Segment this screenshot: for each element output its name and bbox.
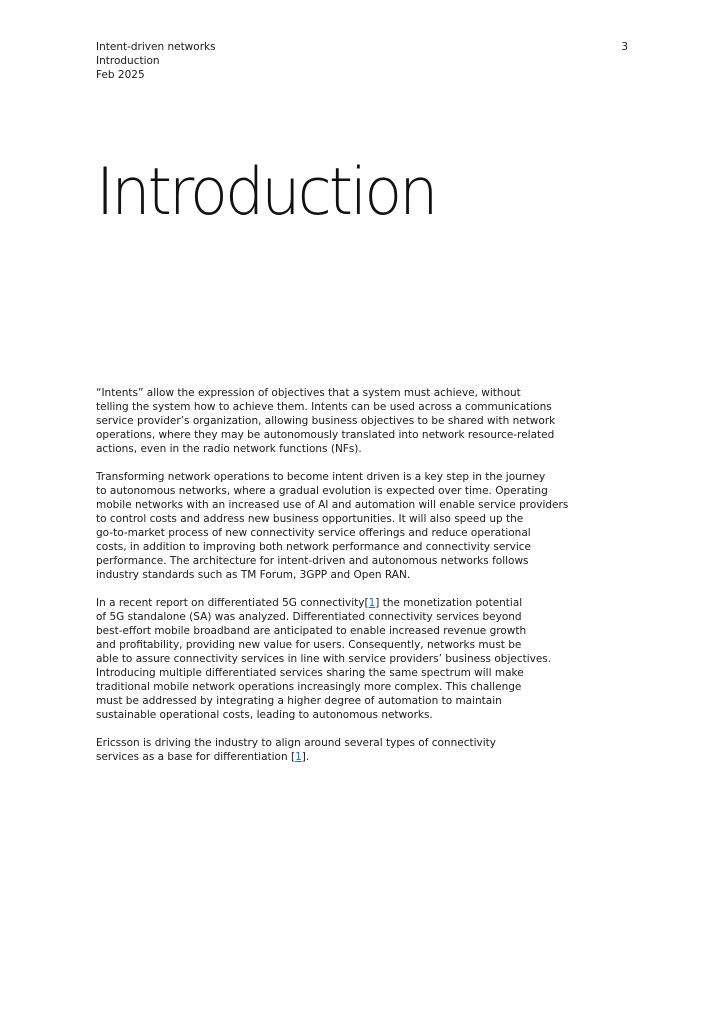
text-line: actions, even in the radio network functions (NFs). [96,443,362,455]
text-line: service provider’s organization, allowing business objectives to be shared with network [96,415,556,427]
text-line: and profitability, providing new value for users. Consequently, networks must be [96,639,522,651]
paragraph-intents [96,386,576,456]
text-line: operations, where they may be autonomously translated into network resource-related [96,429,555,441]
header-section: Introduction [96,55,160,67]
text-line: telling the system how to achieve them. Intents can be used across a communications [96,401,552,413]
text-line: Ericsson is driving the industry to align around several types of connectivity [96,737,496,749]
text-line: to autonomous networks, where a gradual evolution is expected over time. Operating [96,485,548,497]
text-line: mobile networks with an increased use of AI and automation will enable service providers [96,499,569,511]
text-segment: In a recent report on differentiated 5G connectivity[ [96,597,369,609]
text-line: go-to-market process of new connectivity service offerings and reduce operational [96,527,531,539]
page-number: 3 [621,41,628,53]
text-line: costs, in addition to improving both network performance and connectivity service [96,541,531,553]
text-line: performance. The architecture for intent-driven and autonomous networks follows [96,555,529,567]
reference-link-1[interactable]: 1 [368,597,376,609]
text-segment: ]. [301,751,310,763]
text-line: sustainable operational costs, leading to autonomous networks. [96,709,433,721]
text-line: must be addressed by integrating a higher degree of automation to maintain [96,695,502,707]
header-date: Feb 2025 [96,69,145,81]
text-line [96,750,576,764]
text-line: industry standards such as TM Forum, 3GPP and Open RAN. [96,569,411,581]
page-title: Introduction [96,153,436,230]
body-text [96,386,576,778]
reference-link-1[interactable]: 1 [295,751,302,763]
text-segment: ] the monetization potential [375,597,523,609]
paragraph-transforming [96,470,576,582]
text-line: best-effort mobile broadband are anticipated to enable increased revenue growth [96,625,527,637]
paragraph-report [96,596,576,722]
paragraph-ericsson [96,736,576,764]
text-line: traditional mobile network operations increasingly more complex. This challenge [96,681,522,693]
running-header [96,40,216,82]
text-line: of 5G standalone (SA) was analyzed. Differentiated connectivity services beyond [96,611,522,623]
text-line: Transforming network operations to become intent driven is a key step in the journey [96,471,546,483]
text-line: able to assure connectivity services in line with service providers’ business objectives. [96,653,552,665]
text-line: to control costs and address new business opportunities. It will also speed up the [96,513,524,525]
text-line: “Intents” allow the expression of objectives that a system must achieve, without [96,387,521,399]
text-line [96,596,576,610]
header-doc-title: Intent-driven networks [96,41,216,53]
text-line: Introducing multiple differentiated services sharing the same spectrum will make [96,667,524,679]
text-segment: services as a base for differentiation [ [96,751,296,763]
